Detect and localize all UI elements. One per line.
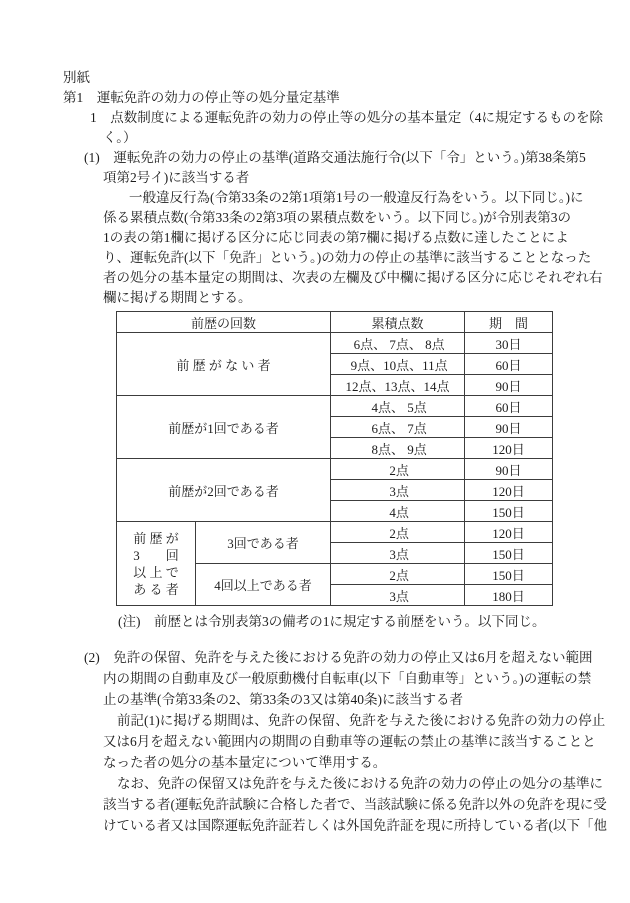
section-2: [63, 647, 607, 836]
table-row: [117, 396, 553, 417]
group-label-one-prior: 前歴が1回である者: [117, 396, 331, 459]
group-label-three-or-more-priors: 前 歴 が 3 回 以 上 で あ る 者: [117, 522, 196, 606]
points-cell: 8点、 9点: [331, 438, 465, 459]
group-label-no-history: 前 歴 が な い 者: [117, 333, 331, 396]
points-cell: 3点: [331, 543, 465, 564]
points-cell: 9点、10点、11点: [331, 354, 465, 375]
item-1-2-line-4: 前記(1)に掲げる期間は、免許の保留、免許を与えた後における免許の効力の停止: [117, 713, 606, 728]
period-cell: 60日: [465, 354, 553, 375]
paragraph-line-1: 一般違反行為(令第33条の2第1項第1号の一般違反行為をいう。以下同じ。)に: [129, 190, 584, 205]
item-1-2-line-3: 止の基準(令第33条の2、第33条の3又は第40条)に該当する者: [103, 692, 463, 707]
period-cell: 90日: [465, 459, 553, 480]
period-cell: 60日: [465, 396, 553, 417]
points-cell: 4点、 5点: [331, 396, 465, 417]
paragraph-line-4: り、運転免許(以下「免許」という。)の効力の停止の基準に該当することとなった: [103, 250, 592, 265]
period-cell: 150日: [465, 564, 553, 585]
attachment-label: 別紙: [63, 70, 90, 85]
points-cell: 3点: [331, 585, 465, 606]
period-cell: 120日: [465, 522, 553, 543]
paragraph-line-2: 係る累積点数(令第33条の2第3項の累積点数をいう。以下同じ。)が令別表第3の: [103, 210, 571, 225]
item-1-2-line-9: けている者又は国際運転免許証若しくは外国免許証を現に所持している者(以下「他: [103, 818, 607, 833]
paragraph-line-3: 1の表の第1欄に掲げる区分に応じ同表の第7欄に掲げる点数に達したことによ: [103, 230, 569, 245]
points-cell: 4点: [331, 501, 465, 522]
item-1-2-line-8: 該当する者(運転免許試験に合格した者で、当該試験に係る免許以外の免許を現に受: [103, 797, 607, 812]
suspension-period-table: [116, 311, 553, 606]
item-1-2-line-6: なった者の処分の基本量定について準用する。: [103, 755, 387, 770]
table-row: [117, 522, 553, 543]
subgroup-label-four-or-more: 4回以上である者: [196, 564, 331, 606]
period-cell: 30日: [465, 333, 553, 354]
item-1-line-2: く。）: [103, 130, 137, 145]
period-cell: 120日: [465, 438, 553, 459]
points-cell: 12点、13点、14点: [331, 375, 465, 396]
subgroup-label-exactly-three: 3回である者: [196, 522, 331, 564]
table-row: [117, 459, 553, 480]
item-1-1-line-1: (1) 運転免許の効力の停止の基準(道路交通法施行令(以下「令」という。)第38条第5: [84, 150, 586, 165]
period-cell: 90日: [465, 375, 553, 396]
header-cumulative-points: 累積点数: [331, 312, 465, 333]
item-1-2-line-7: なお、免許の保留又は免許を与えた後における免許の効力の停止の処分の基準に: [117, 776, 603, 791]
points-cell: 2点: [331, 522, 465, 543]
header-history-count: 前歴の回数: [117, 312, 331, 333]
points-cell: 2点: [331, 459, 465, 480]
period-cell: 90日: [465, 417, 553, 438]
period-cell: 150日: [465, 501, 553, 522]
item-1-2-line-5: 又は6月を超えない範囲内の期間の自動車等の運転の禁止の基準に該当することと: [103, 734, 596, 749]
group-label-two-priors: 前歴が2回である者: [117, 459, 331, 522]
points-cell: 2点: [331, 564, 465, 585]
paragraph-line-6: 欄に掲げる期間とする。: [103, 290, 252, 305]
item-1-2-line-2: 内の期間の自動車及び一般原動機付自転車(以下「自動車等」という。)の運転の禁: [103, 671, 592, 686]
intro-section: [63, 68, 603, 308]
points-cell: 6点、 7点、 8点: [331, 333, 465, 354]
table-row: [117, 333, 553, 354]
item-1-line-1: 1 点数制度による運転免許の効力の停止等の処分の基本量定（4に規定するものを除: [90, 110, 603, 125]
section-1-heading: 第1 運転免許の効力の停止等の処分量定基準: [63, 90, 340, 105]
header-period: 期 間: [465, 312, 553, 333]
paragraph-line-5: 者の処分の基本量定の期間は、次表の左欄及び中欄に掲げる区分に応じそれぞれ右: [103, 270, 603, 285]
points-cell: 3点: [331, 480, 465, 501]
points-cell: 6点、 7点: [331, 417, 465, 438]
item-1-1-line-2: 項第2号イ)に該当する者: [103, 170, 250, 185]
item-1-2-line-1: (2) 免許の保留、免許を与えた後における免許の効力の停止又は6月を超えない範囲: [84, 650, 593, 665]
period-cell: 120日: [465, 480, 553, 501]
period-cell: 150日: [465, 543, 553, 564]
period-cell: 180日: [465, 585, 553, 606]
table-footnote: (注) 前歴とは令別表第3の備考の1に規定する前歴をいう。以下同じ。: [118, 614, 546, 629]
table-header-row: [117, 312, 553, 333]
